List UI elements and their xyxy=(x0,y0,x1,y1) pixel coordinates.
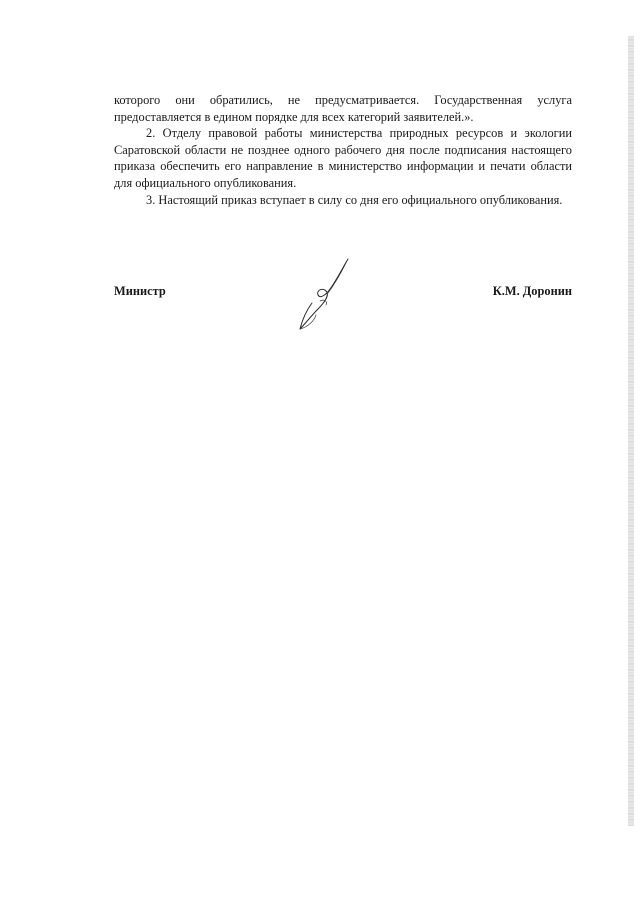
paragraph-item-3: 3. Настоящий приказ вступает в силу со дня его официального опубликования. xyxy=(146,192,563,207)
document-body xyxy=(114,92,572,208)
scan-edge-artifact xyxy=(628,36,634,826)
signatory-name: К.М. Доронин xyxy=(492,284,572,298)
paragraph-continuation: которого они обратились, не предусматривается. Государственная услуга предоставляется в едином порядке для всех категорий заявителей.». xyxy=(114,93,572,124)
paragraph-item-2: 2. Отделу правовой работы министерства природных ресурсов и экологии Саратовской области не позднее одного рабочего дня после подписания настоящего приказа обеспечить его направление в министерство информации и печати области для официального опубликования. xyxy=(114,126,572,190)
signatory-title: Министр xyxy=(114,284,166,298)
signature-block xyxy=(114,284,572,304)
